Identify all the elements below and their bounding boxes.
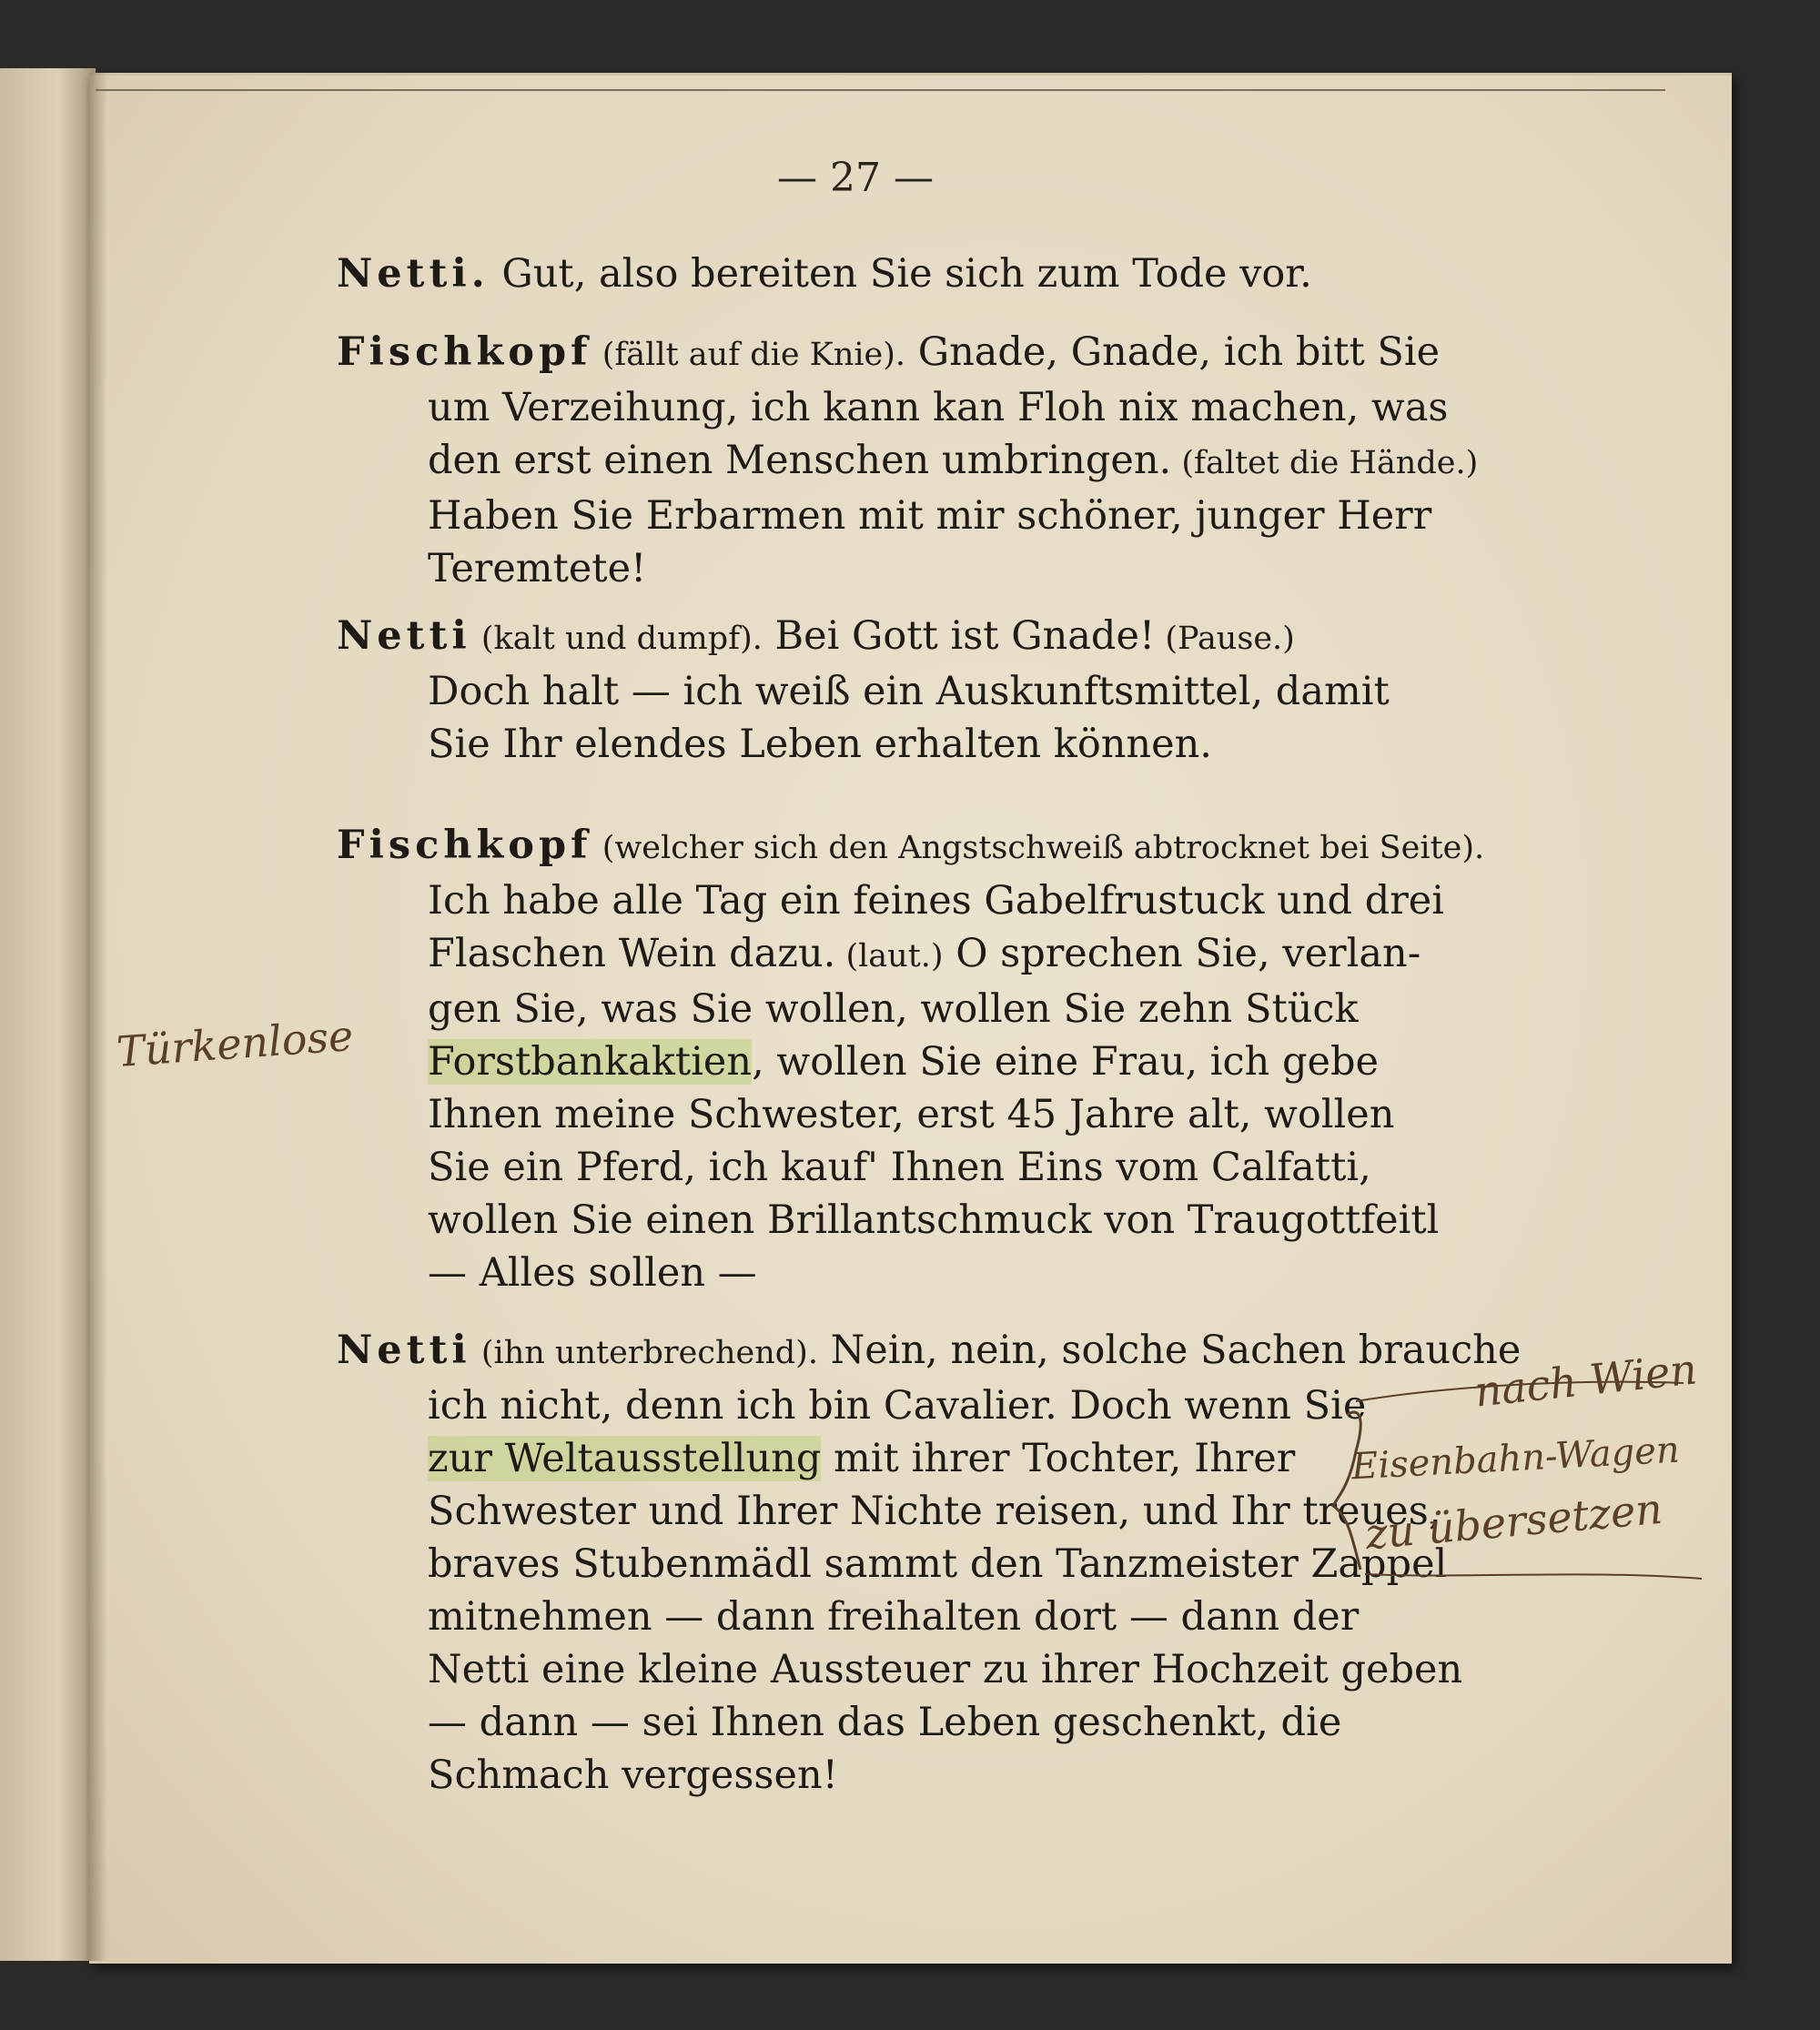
speech-text: Bei Gott ist Gnade!: [762, 613, 1156, 659]
stage-direction: (welcher sich den Angstschweiß abtrocknet bei Seite).: [592, 830, 1485, 866]
handwritten-note-right-3: zu übersetzen: [1363, 1483, 1664, 1560]
speech-text: Sie ein Pferd, ich kauf' Ihnen Eins vom Calfatti,: [428, 1145, 1371, 1190]
speech-text: Netti eine kleine Aussteuer zu ihrer Hochzeit geben: [428, 1647, 1463, 1692]
speech-text: — Alles sollen —: [428, 1250, 757, 1296]
speech-text: Teremtete!: [428, 546, 647, 591]
handwritten-note-right-1: nach Wien: [1471, 1344, 1700, 1417]
speech-text: braves Stubenmädl sammt den Tanzmeister Zappel: [428, 1541, 1448, 1587]
handwritten-note-right-2: Eisenbahn-Wagen: [1350, 1429, 1681, 1489]
speech-text: mit ihrer Tochter, Ihrer: [821, 1436, 1296, 1481]
speech-text: Gnade, Gnade, ich bitt Sie: [905, 329, 1441, 375]
speech-netti-1: [337, 247, 1356, 300]
stage-direction: (laut.): [835, 938, 944, 975]
speech-text: gen Sie, was Sie wollen, wollen Sie zehn Stück: [428, 986, 1359, 1032]
speech-text: — dann — sei Ihnen das Leben geschenkt, die: [428, 1700, 1342, 1745]
speech-text: Doch halt — ich weiß ein Auskunftsmittel, damit: [428, 669, 1390, 714]
speech-text: wollen Sie einen Brillantschmuck von Traugottfeitl: [428, 1197, 1440, 1243]
stage-direction: (kalt und dumpf).: [470, 621, 763, 657]
speech-text: Flaschen Wein dazu.: [428, 931, 836, 976]
speech-text: Ihnen meine Schwester, erst 45 Jahre alt, wollen: [428, 1092, 1395, 1137]
stage-direction: (ihn unterbrechend).: [470, 1335, 818, 1371]
speech-text: Ich habe alle Tag ein feines Gabelfrustuck und drei: [428, 878, 1444, 924]
speech-text: Schwester und Ihrer Nichte reisen, und Ihr treues,: [428, 1489, 1441, 1534]
speech-fischkopf-1: [337, 326, 1479, 595]
speech-text: , wollen Sie eine Frau, ich gebe: [752, 1039, 1379, 1085]
speech-text: Sie Ihr elendes Leben erhalten können.: [428, 722, 1212, 767]
speech-text: Nein, nein, solche Sachen brauche: [817, 1328, 1522, 1373]
stage-direction: (fällt auf die Knie).: [592, 337, 906, 373]
speech-netti-2: [337, 610, 1390, 771]
speech-text: Gut, also bereiten Sie sich zum Tode vor.: [489, 251, 1312, 297]
speech-text: um Verzeihung, ich kann kan Floh nix machen, was: [428, 385, 1449, 430]
page-top-rule: [96, 89, 1665, 91]
stage-direction: (faltet die Hände.): [1171, 445, 1479, 481]
speech-text: Haben Sie Erbarmen mit mir schöner, junger Herr: [428, 493, 1432, 539]
speaker-name: Netti: [337, 613, 471, 659]
speaker-name: Netti.: [337, 251, 490, 297]
speaker-name: Fischkopf: [337, 823, 592, 868]
speech-text: Schmach vergessen!: [428, 1752, 838, 1798]
page-number: — 27 —: [777, 155, 934, 201]
speech-text: mitnehmen — dann freihalten dort — dann der: [428, 1594, 1360, 1640]
facing-page-edge: [0, 68, 96, 1961]
speech-fischkopf-2: [337, 819, 1485, 1299]
speech-text: O sprechen Sie, verlan-: [943, 931, 1421, 976]
speaker-name: Netti: [337, 1328, 471, 1373]
speech-text: den erst einen Menschen umbringen.: [428, 438, 1172, 483]
speaker-name: Fischkopf: [337, 329, 592, 375]
page-gutter-shadow: [89, 73, 107, 1961]
highlighted-text: Forstbankaktien: [428, 1039, 753, 1085]
highlighted-text: zur Weltausstellung: [428, 1436, 822, 1481]
speech-text: ich nicht, denn ich bin Cavalier. Doch wenn Sie: [428, 1383, 1367, 1429]
handwritten-note-left: Türkenlose: [115, 1010, 355, 1077]
stage-direction: (Pause.): [1155, 621, 1295, 657]
